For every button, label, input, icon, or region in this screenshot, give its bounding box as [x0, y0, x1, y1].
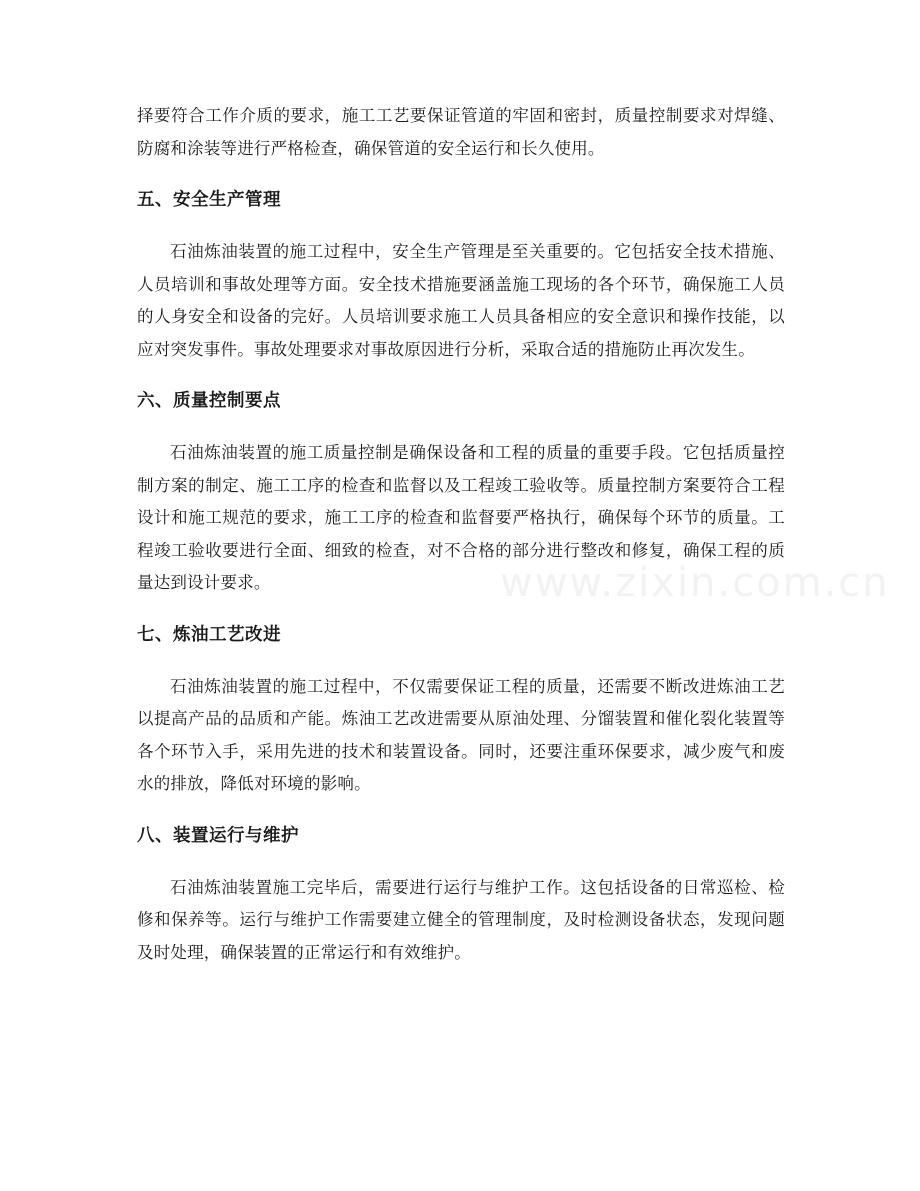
paragraph-safety: 石油炼油装置的施工过程中，安全生产管理是至关重要的。它包括安全技术措施、人员培训和事故处理等方面。安全技术措施要涵盖施工现场的各个环节，确保施工人员的人身安全和设备的完好。人员培训要求施工人员具备相应的安全意识和操作技能，以应对突发事件。事故处理要求对事故原因进行分析，采取合适的措施防止再次发生。 — [137, 242, 785, 359]
paragraph-operation: 石油炼油装置施工完毕后，需要进行运行与维护工作。这包括设备的日常巡检、检修和保养等。运行与维护工作需要建立健全的管理制度，及时检测设备状态，发现问题及时处理，确保装置的正常运行和有效维护。 — [137, 877, 785, 962]
document-body — [137, 100, 785, 969]
section-heading-quality: 六、质量控制要点 — [137, 391, 281, 411]
paragraph-quality: 石油炼油装置的施工质量控制是确保设备和工程的质量的重要手段。它包括质量控制方案的制定、施工工序的检查和监督以及工程竣工验收等。质量控制方案要符合工程设计和施工规范的要求，施工工序的检查和监督要严格执行，确保每个环节的质量。工程竣工验收要进行全面、细致的检查，对不合格的部分进行整改和修复，确保工程的质量达到设计要求。 — [137, 443, 785, 592]
section-heading-process: 七、炼油工艺改进 — [137, 624, 281, 645]
section-heading-operation: 八、装置运行与维护 — [137, 825, 299, 846]
watermark-text: www.zixin.com.cn — [500, 560, 890, 606]
paragraph-continued: 择要符合工作介质的要求，施工工艺要保证管道的牢固和密封，质量控制要求对焊缝、防腐和涂装等进行严格检查，确保管道的安全运行和长久使用。 — [137, 106, 785, 158]
paragraph-process: 石油炼油装置的施工过程中，不仅需要保证工程的质量，还需要不断改进炼油工艺以提高产品的品质和产能。炼油工艺改进需要从原油处理、分馏装置和催化裂化装置等各个环节入手，采用先进的技术和装置设备。同时，还要注重环保要求，减少废气和废水的排放，降低对环境的影响。 — [137, 676, 785, 793]
section-heading-safety: 五、安全生产管理 — [137, 190, 281, 210]
